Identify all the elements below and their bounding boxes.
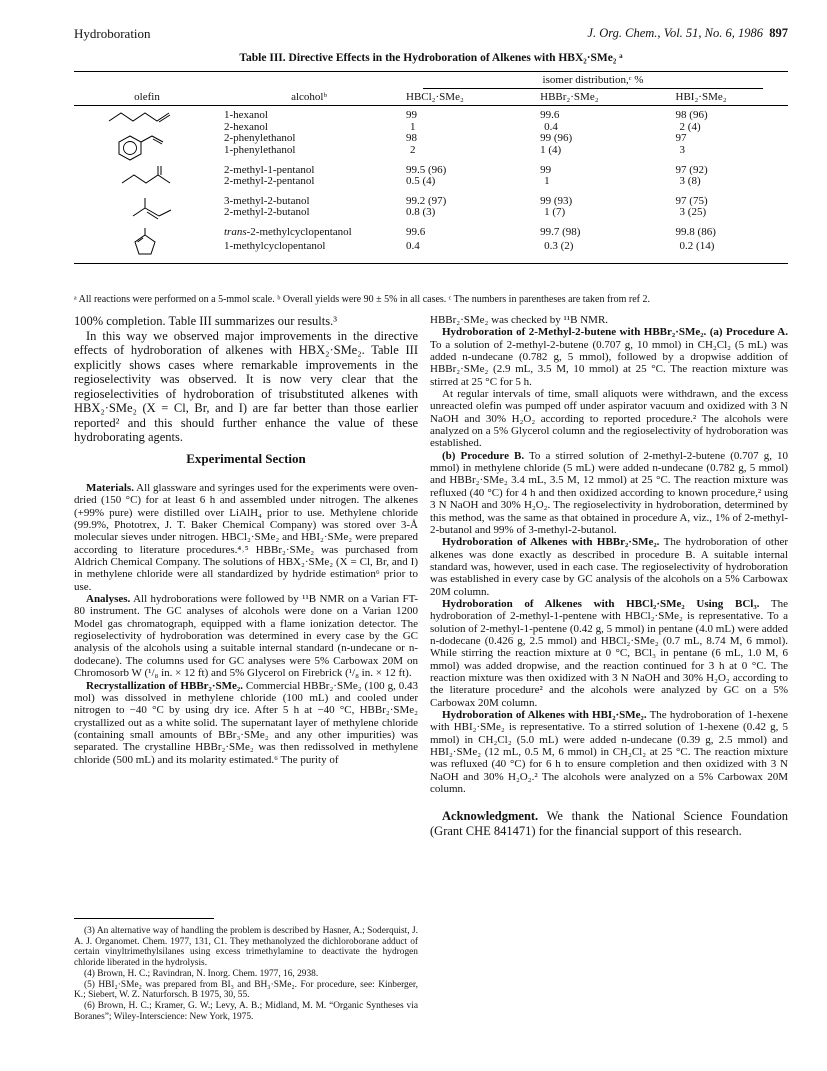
left-column	[74, 314, 418, 469]
paragraph-head: Hydroboration of Alkenes with HBCl₂·SMe₂ Using BCl₃.	[442, 597, 760, 610]
table-row	[74, 227, 788, 241]
alcohol-cell: 2-methyl-2-butanol	[224, 206, 310, 219]
body-paragraph	[430, 598, 788, 709]
paragraph-text: To a stirred solution of 2-methyl-2-butene (0.707 g, 10 mmol) in methylene chloride (5 mL) were added n-undecane (0.782 g, 5 mmol) and HBBr₂·SMe₂ 3.4 mL, 3.5 M, 12 mmol) at 25 °C. The reaction mixture was refluxed (40 °C) for 4 h and then oxidized according to known procedure,² using 3 N NaOH and 30% H₂O₂. The regioselectivity in hydroboration, determined by this method, was the same as that obtained in procedure A, viz., 1% of 2-methyl-2-butanol and 99% of 3-methyl-2-butanol.	[430, 449, 789, 536]
2-methyl-2-butene-structure-icon	[117, 196, 177, 222]
body-paragraph	[430, 536, 788, 598]
running-head	[74, 26, 788, 44]
value-cell-br: 1 (4)	[540, 143, 562, 156]
references-divider	[74, 918, 214, 919]
paragraph-text: The hydroboration of 1-hexene with HBI₂·SMe₂ is representative. To a stirred solution of 1-hexene (0.42 g, 5 mmol) in CH₂Cl₂ (5.0 mL) were added n-undecane (0.39 g, 2.5 mmol) and HBI₂·SMe₂ (12 mL, 0.5 M, 6 mmol) in CH₂Cl₂ at 25 °C. The reaction mixture was refluxed (40 °C) for 6 h to ensure completion and then oxidized with 3 N NaOH and 30% H₂O₂.² The alcohols were analyzed on a 5% Carbowax 20M column.	[430, 709, 788, 796]
paragraph-head: Analyses.	[86, 593, 131, 606]
reference-item: (6) Brown, H. C.; Kramer, G. W.; Levy, A. B.; Midland, M. M. “Organic Syntheses via Boranes”; Wiley-Interscience: New York, 1975.	[74, 1000, 418, 1022]
paragraph-head: Materials.	[86, 482, 134, 494]
paragraph-text: All hydroborations were followed by ¹¹B NMR on a Varian FT-80 instrument. The GC analyses of alcohols were done on a Varian 1200 Model gas chromatograph, equipped with a flame ionization detector. The regioselectivity of hydroboration was determined in every case by the GC analysis of the alcohols using a suitable internal standard (n-undecane or n-dodecane). The columns used for GC analyses were 5% Carbowax 20M on Chromosorb W (¹/₈ in. × 12 ft) and 5% Glycerol on Firebrick (¹/₈ in. × 12 ft).	[74, 593, 418, 680]
value-cell-br: 1 (7)	[544, 206, 566, 219]
header-hbbr2: HBBr₂·SMe₂	[540, 90, 599, 103]
paragraph-text: At regular intervals of time, small aliquots were withdrawn, and the excess unreacted olefin was pumped off under aspirator vacuum and oxidized with 3 N NaOH and 30% H₂O₂ according to reported procedure.² The alcohols were analyzed on a 5% Glycerol column and the regioselectivity of hydroboration was established.	[430, 388, 788, 450]
value-cell-br: 0.4	[544, 120, 558, 133]
value-cell-br: 99 (96)	[540, 132, 573, 145]
right-column	[430, 314, 788, 838]
1-methylcyclopentene-structure-icon	[122, 227, 172, 257]
paragraph-text: All glassware and syringes used for the experiments were oven-dried (150 °C) for at least 6 h and assembled under nitrogen. The alkenes (+99% pure) were distilled over LiAlH₄ prior to use. Methylene chloride (99.9%, Phototrex, J. T. Baker Chemical Company) was stored over 3-Å molecular sieves under nitrogen. HBCl₂·SMe₂ and HBI₂·SMe₂ were prepared according to literature procedures.⁴˒⁵ HBBr₂·SMe₂ was purchased from Aldrich Chemical Company. The solutions of HBX₂·SMe₂ (X = Cl, Br, and I) in methylene chloride were all standardized by hydride estimation⁶ prior to use.	[74, 482, 418, 593]
body-paragraph	[74, 482, 418, 593]
section-title: Experimental Section	[186, 450, 306, 466]
olefin-cell	[74, 165, 220, 196]
value-cell-br: 0.3 (2)	[544, 240, 574, 253]
body-paragraph: 100% completion. Table III summarizes our results.³	[74, 314, 337, 328]
alcohol-cell: 2-methyl-1-pentanol	[224, 163, 315, 176]
paragraph-text: To a solution of 2-methyl-2-butene (0.707 g, 10 mmol) in CH₂Cl₂ (5 mL) was added n-undecane (0.782 g, 5 mmol), followed by a dropwise addition of HBBr₂·SMe₂ (2.9 mL, 3.5 M, 10 mmol) at 25 °C. The reaction mixture was stirred at 25 °C for 5 h.	[430, 338, 788, 388]
group-header	[398, 72, 788, 89]
value-cell-cl: 98	[406, 132, 417, 145]
alcohol-cell: 1-methylcyclopentanol	[224, 240, 326, 253]
body-paragraph	[430, 326, 788, 388]
alcohol-cell: 1-phenylethanol	[224, 143, 296, 156]
value-cell-cl: 0.4	[406, 240, 420, 253]
value-cell-cl: 0.5 (4)	[406, 175, 436, 188]
trans-prefix: trans	[224, 225, 247, 238]
paragraph-head: Hydroboration of Alkenes with HBI₂·SMe₂.	[442, 709, 647, 721]
running-head-right	[587, 26, 788, 41]
paragraph-head: Recrystallization of HBBr₂·SMe₂.	[86, 679, 243, 692]
value-cell-cl: 99.6	[406, 225, 426, 238]
value-cell-i: 97	[675, 132, 687, 145]
value-cell-i: 97 (75)	[675, 194, 708, 207]
alcohol-cell: 2-hexanol	[224, 120, 268, 133]
table-header-row	[74, 89, 788, 106]
acknowledgment-text: We thank the National Science Foundation (Grant CHE 841471) for the financial support of this research.	[430, 809, 788, 838]
olefin-cell	[74, 133, 220, 164]
value-cell-i: 2 (4)	[679, 120, 701, 133]
paragraph-head: Hydroboration of 2-Methyl-2-butene with HBBr₂·SMe₂. (a) Procedure A.	[442, 326, 788, 339]
reference-item: (3) An alternative way of handling the problem is described by Hasner, A.; Soderquist, J. A. J. Organomet. Chem. 1977, 131, C1. They methanolyzed the dichloroborane adduct of certain vinyltrimethylsilanes using excess trimethylamine to deactivate the hydrogen chloride liberated in the hydrolysis.	[74, 926, 418, 969]
styrene-structure-icon	[112, 133, 182, 161]
header-alcohol: alcoholᵇ	[291, 90, 327, 103]
value-cell-cl: 99.2 (97)	[406, 194, 447, 207]
table-footnotes: ᵃ All reactions were performed on a 5-mmol scale. ᵇ Overall yields were 90 ± 5% in all cases. ᶜ The numbers in parentheses are taken from ref 2.	[74, 294, 650, 305]
body-paragraph	[74, 593, 418, 679]
acknowledgment-head: Acknowledgment.	[442, 809, 539, 824]
paragraph-text: HBBr₂·SMe₂ was checked by ¹¹B NMR.	[430, 314, 609, 326]
paragraph-head: Hydroboration of Alkenes with HBBr₂·SMe₂.	[442, 536, 660, 549]
olefin-cell	[74, 196, 220, 227]
value-cell-cl: 99	[406, 109, 417, 122]
alcohol-cell: 1-hexanol	[224, 109, 268, 122]
reference-item: (4) Brown, H. C.; Ravindran, N. Inorg. Chem. 1977, 16, 2938.	[84, 968, 319, 979]
body-paragraph	[430, 314, 788, 326]
value-cell-i: 99.8 (86)	[675, 225, 716, 238]
journal-name: J. Org. Chem.,	[587, 26, 661, 40]
header-olefin: olefin	[134, 90, 160, 103]
value-cell-i: 3 (8)	[679, 175, 701, 188]
1-hexene-structure-icon	[107, 110, 187, 124]
value-cell-i: 97 (92)	[675, 163, 708, 176]
group-header-label: isomer distribution,ᶜ %	[423, 75, 763, 89]
table-caption: Table III. Directive Effects in the Hydroboration of Alkenes with HBX₂·SMe₂ ᵃ	[239, 52, 623, 64]
left-column-experimental	[74, 482, 418, 766]
value-cell-i: 98 (96)	[675, 109, 708, 122]
page-number: 897	[769, 26, 788, 40]
value-cell-cl: 1	[410, 120, 416, 133]
value-cell-i: 3	[679, 143, 686, 156]
value-cell-i: 0.2 (14)	[679, 240, 715, 253]
body-paragraph	[430, 450, 788, 536]
data-table	[74, 71, 788, 264]
body-paragraph	[430, 388, 788, 450]
value-cell-br: 99.6	[540, 109, 560, 122]
value-cell-br: 99	[540, 163, 552, 176]
value-cell-br: 99.7 (98)	[540, 225, 581, 238]
acknowledgment	[430, 809, 788, 838]
paragraph-text: Commercial HBBr₂·SMe₂ (100 g, 0.43 mol) was dissolved in methylene chloride (100 mL) and cooled under nitrogen to −40 °C by using dry ice. After 5 h at −40 °C, HBBr₂·SMe₂ crystallized out as a white solid. The supernatant layer of methylene chloride (containing small amounts of BBr₃·SMe₂ and any other impurities) was separated. The crystalline HBBr₂·SMe₂ was then redissolved in methylene chloride (500 mL) and its molarity estimated.⁶ The purity of	[74, 679, 418, 766]
paragraph-head: (b) Procedure B.	[442, 449, 525, 462]
table-row	[74, 106, 788, 122]
alcohol-cell: 3-methyl-2-butanol	[224, 194, 310, 207]
2-methyl-1-pentene-structure-icon	[112, 165, 182, 187]
references	[74, 926, 418, 1022]
value-cell-cl: 99.5 (96)	[406, 163, 447, 176]
body-paragraph	[74, 680, 418, 766]
value-cell-br: 1	[544, 175, 550, 188]
value-cell-i: 3 (25)	[679, 206, 707, 219]
value-cell-br: 99 (93)	[540, 194, 573, 207]
running-head-left: Hydroboration	[74, 26, 151, 41]
header-hbcl2: HBCl₂·SMe₂	[406, 90, 464, 103]
table-group-header-row	[74, 72, 788, 89]
paragraph-text: The hydroboration of other alkenes was done exactly as described in procedure B. A suitable internal standard was, however, used in each case. The regioselectivity of hydroboration was established in every case by GC analysis of the alcohols on a 5% Carbowax 20M column.	[430, 536, 788, 598]
value-cell-cl: 0.8 (3)	[406, 206, 436, 219]
olefin-cell	[74, 227, 220, 264]
reference-item: (5) HBI₂·SMe₂ was prepared from BI₃ and BH₃·SMe₂. For procedure, see: Kinberger, K.; Siebert, W. Z. Naturforsch. B 1975, 30, 55.	[74, 979, 418, 1001]
olefin-cell	[74, 106, 220, 134]
alcohol-name: -2-methylcyclopentanol	[246, 225, 352, 238]
alcohol-cell: 2-phenylethanol	[224, 132, 296, 145]
body-paragraph: In this way we observed major improvements in the directive effects of hydroboration of alkenes with HBX₂·SMe₂. Table III explicitly shows cases where remarkable improvements in the regioselectivity was observed. It is now very clear that the regioselectivities of hydroboration of trisubstituted alkenes with HBX₂·SMe₂ (X = Cl, Br, and I) are far better than those earlier reported² and this should further enhance the value of these hydroborating agents.	[74, 328, 418, 444]
paragraph-text: The hydroboration of 2-methyl-1-pentene with HBCl₂·SMe₂ is representative. To a solution of 2-methyl-1-pentene (0.42 g, 5 mmol) in pentane (4.0 mL) were added n-dodecane (0.426 g, 2.5 mmol) and HBCl₂·SMe₂ (0.7 mL, 8.74 M, 6 mmol). While stirring the reaction mixture at 0 °C, BCl₃ in pentane (6 mL, 1.0 M, 6 mmol) was added dropwise, and the reaction continued for 3 h at 0 °C. The reaction mixture was then oxidized with 3 N NaOH and 30% H₂O₂ according to the literature procedure² and the alcohols were analyzed by GC on a 5% Carbowax 20M column.	[430, 597, 789, 709]
body-paragraph	[430, 709, 788, 795]
header-hbi2: HBI₂·SMe₂	[675, 90, 727, 103]
value-cell-cl: 2	[410, 143, 416, 156]
alcohol-cell: 2-methyl-2-pentanol	[224, 175, 315, 188]
journal-volume: Vol. 51, No. 6, 1986	[663, 26, 763, 40]
alcohol-cell	[220, 227, 398, 241]
